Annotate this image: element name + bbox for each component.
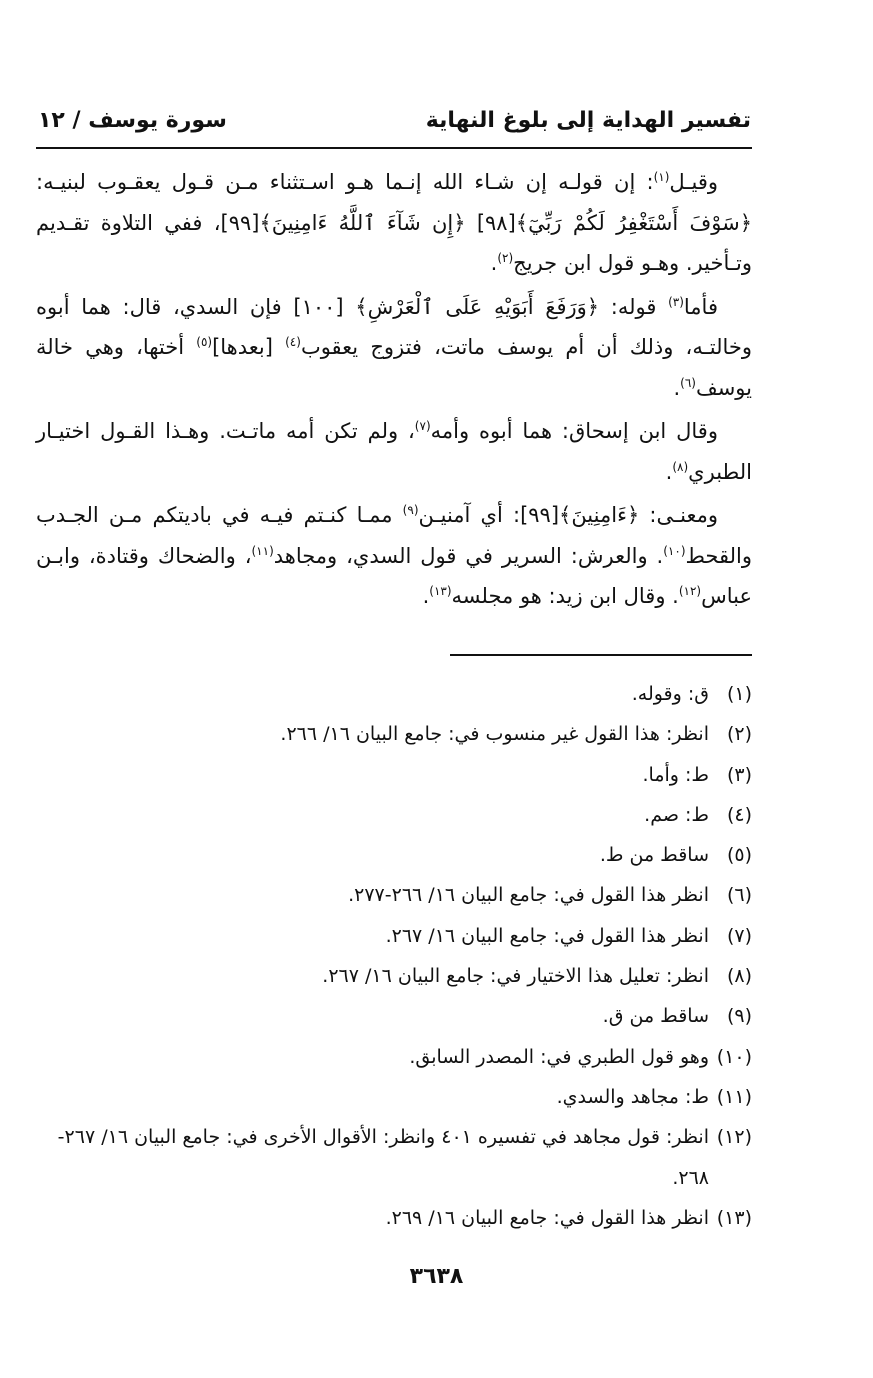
footnote-number: (٥) xyxy=(726,844,752,867)
footnote-item xyxy=(36,795,752,835)
footnote-ref: (١٣) xyxy=(429,584,452,598)
footnote-item xyxy=(36,1117,752,1198)
footnote-ref: (٨) xyxy=(672,459,689,474)
text-span: قوله: ﴿وَرَفَعَ أَبَوَيْهِ عَلَى ٱلْعَرْشِ﴾ [١٠٠] فإن السدي، قال: هما أبوه وخالتـه، وذلك أن أم يوسف ماتت، فتزوج يعقوب xyxy=(36,294,752,359)
text-span: ، والضحاك وقتادة، وابـن عباس xyxy=(36,543,752,608)
footnote-ref: (٢) xyxy=(497,251,514,265)
footnote-ref: (٧) xyxy=(414,419,431,433)
footnote-number: (١١) xyxy=(716,1085,752,1108)
text-span: ممـا كنـتم فيـه في باديتكم مـن الجـدب والقحط xyxy=(36,503,752,568)
text-span: وقال ابن إسحاق: هما أبوه وأمه xyxy=(430,419,718,443)
footnote-ref: (١) xyxy=(653,170,670,184)
text-span: . والعرش: السرير في قول السدي، ومجاهد xyxy=(273,543,664,568)
footnote-number: (٣) xyxy=(726,763,752,786)
footnote-text: ط: وأما. xyxy=(642,763,709,786)
footnote-ref: (١٠) xyxy=(663,543,686,558)
footnote-text: انظر: هذا القول غير منسوب في: جامع البيان ١٦/ ٢٦٦. xyxy=(280,723,709,746)
footnote-text: انظر: قول مجاهد في تفسيره ٤٠١ وانظر: الأقوال الأخرى في: جامع البيان ١٦/ ٢٦٧- ٢٦٨. xyxy=(57,1126,709,1189)
footnote-ref: (٣) xyxy=(668,294,684,309)
text-span: وقيـل xyxy=(669,170,718,194)
footnote-text: انظر هذا القول في: جامع البيان ١٦/ ٢٦٩. xyxy=(385,1206,709,1229)
footnote-item xyxy=(36,1037,752,1077)
footnote-number: (١٣) xyxy=(716,1206,752,1229)
text-span: أختها، وهي خالة يوسف xyxy=(36,335,752,400)
text-span: فأما xyxy=(683,294,718,319)
footnote-number: (٨) xyxy=(726,965,752,988)
footnote-ref: (١٢) xyxy=(678,584,702,598)
footnote-item xyxy=(36,714,752,754)
text-span: . xyxy=(490,251,498,275)
text-span: . وقال ابن زيد: هو مجلسه xyxy=(451,584,679,608)
footnote-ref: (٤) xyxy=(285,335,301,349)
footnote-item xyxy=(36,835,752,875)
footnote-item xyxy=(36,755,752,795)
footnote-number: (١٠) xyxy=(716,1045,752,1068)
text-span: : إن قولـه إن شـاء الله إنـما هـو اسـتثناء مـن قـول يعقـوب لبنيـه: ﴿سَوْفَ أَسْتَغْفِرُ لَكُمْ رَبِّيٓ﴾[٩٨] ﴿إِن شَآءَ ٱللَّهُ ءَامِنِينَ﴾[٩٩]، ففي التلاوة تقـديم وتـأخير. وهـو قول ابن جريج xyxy=(36,170,752,275)
paragraph-1 xyxy=(36,162,752,284)
paragraph-2 xyxy=(36,287,752,409)
text-span: . xyxy=(673,375,681,400)
text-span: ، ولم تكن أمه ماتـت. وهـذا القـول اختيـار الطبري xyxy=(36,419,752,484)
footnote-item xyxy=(36,916,752,956)
footnote-text: ساقط من ق. xyxy=(602,1005,709,1028)
footnote-number: (٧) xyxy=(726,924,752,947)
footnote-number: (١٢) xyxy=(716,1126,752,1149)
footnote-text: ق: وقوله. xyxy=(631,683,709,705)
footnote-ref: (١١) xyxy=(251,543,274,558)
text-span: . xyxy=(665,459,673,484)
footnote-number: (٩) xyxy=(726,1005,752,1028)
footnote-number: (١) xyxy=(726,683,752,705)
paragraph-4 xyxy=(36,495,752,617)
footnote-text: وهو قول الطبري في: المصدر السابق. xyxy=(409,1045,709,1068)
footnote-item xyxy=(36,996,752,1036)
running-header-book-title: تفسير الهداية إلى بلوغ النهاية xyxy=(425,108,751,133)
footnote-text: انظر: تعليل هذا الاختيار في: جامع البيان ١٦/ ٢٦٧. xyxy=(322,965,709,988)
footnote-number: (٤) xyxy=(726,803,752,826)
footnote-number: (٦) xyxy=(726,884,752,907)
footnote-text: ساقط من ط. xyxy=(599,844,709,867)
footnote-item xyxy=(36,875,752,915)
footnote-item xyxy=(36,674,752,714)
header-rule xyxy=(36,147,752,149)
footnote-ref: (٥) xyxy=(196,335,213,349)
footnote-ref: (٦) xyxy=(680,375,696,390)
running-header-surah-title: سورة يوسف / ١٢ xyxy=(38,108,227,133)
page-number: ٣٦٣٨ xyxy=(409,1264,464,1289)
text-span: . xyxy=(422,584,430,608)
footnote-item xyxy=(36,1077,752,1117)
footnote-separator xyxy=(450,654,752,656)
text-span: [بعدها] xyxy=(212,335,286,359)
paragraph-3 xyxy=(36,411,752,492)
main-text xyxy=(36,162,752,617)
footnotes-list xyxy=(36,674,752,1238)
footnote-item xyxy=(36,1198,752,1238)
footnote-number: (٢) xyxy=(726,723,752,746)
footnote-text: ط: مجاهد والسدي. xyxy=(556,1085,709,1108)
footnote-text: ط: صم. xyxy=(644,803,709,826)
footnote-text: انظر هذا القول في: جامع البيان ١٦/ ٢٦٦-٢٧٧. xyxy=(348,884,709,907)
text-span: ومعنـى: ﴿ءَامِنِينَ﴾[٩٩]: أي آمنيـن xyxy=(418,503,718,527)
footnote-text: انظر هذا القول في: جامع البيان ١٦/ ٢٦٧. xyxy=(385,924,709,947)
footnote-ref: (٩) xyxy=(402,503,419,517)
footnote-item xyxy=(36,956,752,996)
